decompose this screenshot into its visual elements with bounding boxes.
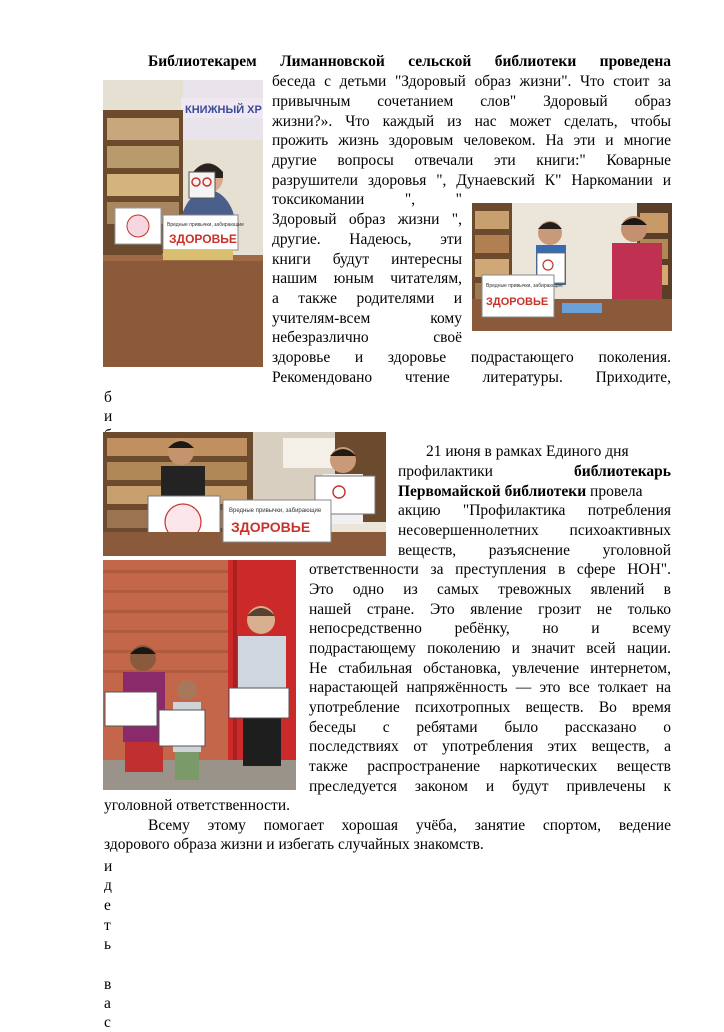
svg-text:КНИЖНЫЙ ХР: КНИЖНЫЙ ХР (185, 104, 262, 116)
vertical-char: а (104, 995, 111, 1012)
vertical-char: с (104, 1014, 111, 1031)
article1-line: здоровье и здоровье подрастающего поколения. (272, 349, 671, 366)
article2-line: ответственности за преступления в сфере НОН". (309, 561, 671, 578)
svg-text:Вредные привычки, забирающие: Вредные привычки, забирающие (229, 508, 322, 514)
article1-line: токсикомании ", " (272, 191, 462, 208)
article2-first-line: 21 июня в рамках Единого дня (426, 443, 629, 460)
article2-line: уголовной ответственности. (104, 797, 290, 814)
vertical-char: т (104, 917, 111, 934)
article1-line: а также родителями и (272, 290, 462, 307)
article2-line (398, 482, 643, 501)
photo-boys-with-sign (472, 203, 672, 331)
article2-line: последствиях от употребления этих веществ, а (309, 738, 671, 755)
svg-text:ЗДОРОВЬЕ: ЗДОРОВЬЕ (486, 296, 549, 308)
article2-line: употребление психотропных веществ. Во время (309, 699, 671, 716)
svg-text:ЗДОРОВЬЕ: ЗДОРОВЬЕ (169, 232, 237, 246)
article2-line-part: библиотекарь (574, 463, 671, 480)
vertical-char: и (104, 408, 113, 425)
article2-line: Это одно из самых тревожных явлений в (309, 581, 671, 598)
article2-line: Не стабильная обстановка, увлечение интернетом, (309, 660, 671, 677)
article1-first-line: Библиотекарем Лиманновской сельской библиотеки проведена (148, 53, 671, 70)
article1-line: нашим юным читателям, (272, 270, 462, 287)
article2-line: несовершеннолетних психоактивных (398, 522, 671, 539)
article2-line: нарастающей напряжённость — это все толкает на (309, 679, 671, 696)
article1-line: прожить жизнь здоровым человеком. На эти и многие (272, 132, 671, 149)
article1-line: беседа с детьми "Здоровый образ жизни". Что стоит за (272, 73, 671, 90)
svg-text:Вредные привычки, забирающие: Вредные привычки, забирающие (167, 222, 244, 228)
article2-line: подрастающему поколению и значит всей нации. (309, 640, 671, 657)
article2-line: непосредственно ребёнку, но и всему (309, 620, 671, 637)
article1-line: привычным сочетанием слов" Здоровый образ (272, 93, 671, 110)
vertical-char: и (104, 858, 113, 875)
photo-children-at-table (103, 432, 386, 556)
vertical-char: д (104, 877, 112, 894)
article1-line: Здоровый образ жизни ", (272, 211, 462, 228)
closing-line: здорового образа жизни и избегать случайных знакомств. (104, 836, 484, 853)
svg-text:Вредные привычки, забирающие: Вредные привычки, забирающие (486, 283, 563, 289)
article1-line: другие вопросы отвечали эти книги:" Коварные (272, 152, 671, 169)
closing-line: Всему этому помогает хорошая учёба, занятие спортом, ведение (148, 817, 671, 834)
vertical-char: в (104, 976, 112, 993)
article1-line: книги будут интересны (272, 251, 462, 268)
article1-line: учителям-всем кому (272, 310, 462, 327)
article2-line: акцию "Профилактика потребления (398, 502, 671, 519)
vertical-char: б (104, 389, 112, 406)
article1-line: Рекомендовано чтение литературы. Приходите, (272, 369, 671, 386)
article2-line-part: провела (586, 483, 643, 500)
article2-line (398, 462, 671, 481)
svg-text:ЗДОРОВЬЕ: ЗДОРОВЬЕ (231, 519, 311, 535)
article1-line: другие. Надеюсь, эти (272, 231, 462, 248)
article2-line: преследуется законом и будут привлечены к (309, 778, 671, 795)
article1-line: разрушители здоровья ", Дунаевский К" Наркомании и (272, 172, 671, 189)
article1-line: небезразлично своё (272, 329, 462, 346)
library-name: Первомайской библиотеки (398, 483, 587, 500)
photo-children-outdoors (103, 560, 296, 790)
vertical-char: ь (104, 936, 112, 953)
article2-line: также распространение наркотических веществ (309, 758, 671, 775)
vertical-char: е (104, 897, 111, 914)
article2-line: беседы с ребятами было рассказано о (309, 719, 671, 736)
article2-line: веществ, разъяснение уголовной (398, 542, 671, 559)
article2-line: нашей стране. Это явление грозит не только (309, 601, 671, 618)
article1-line: жизни?». Что каждый из нас может сделать, чтобы (272, 113, 671, 130)
article2-line-part: профилактики (398, 463, 493, 480)
photo-librarian-with-sign (103, 80, 263, 367)
